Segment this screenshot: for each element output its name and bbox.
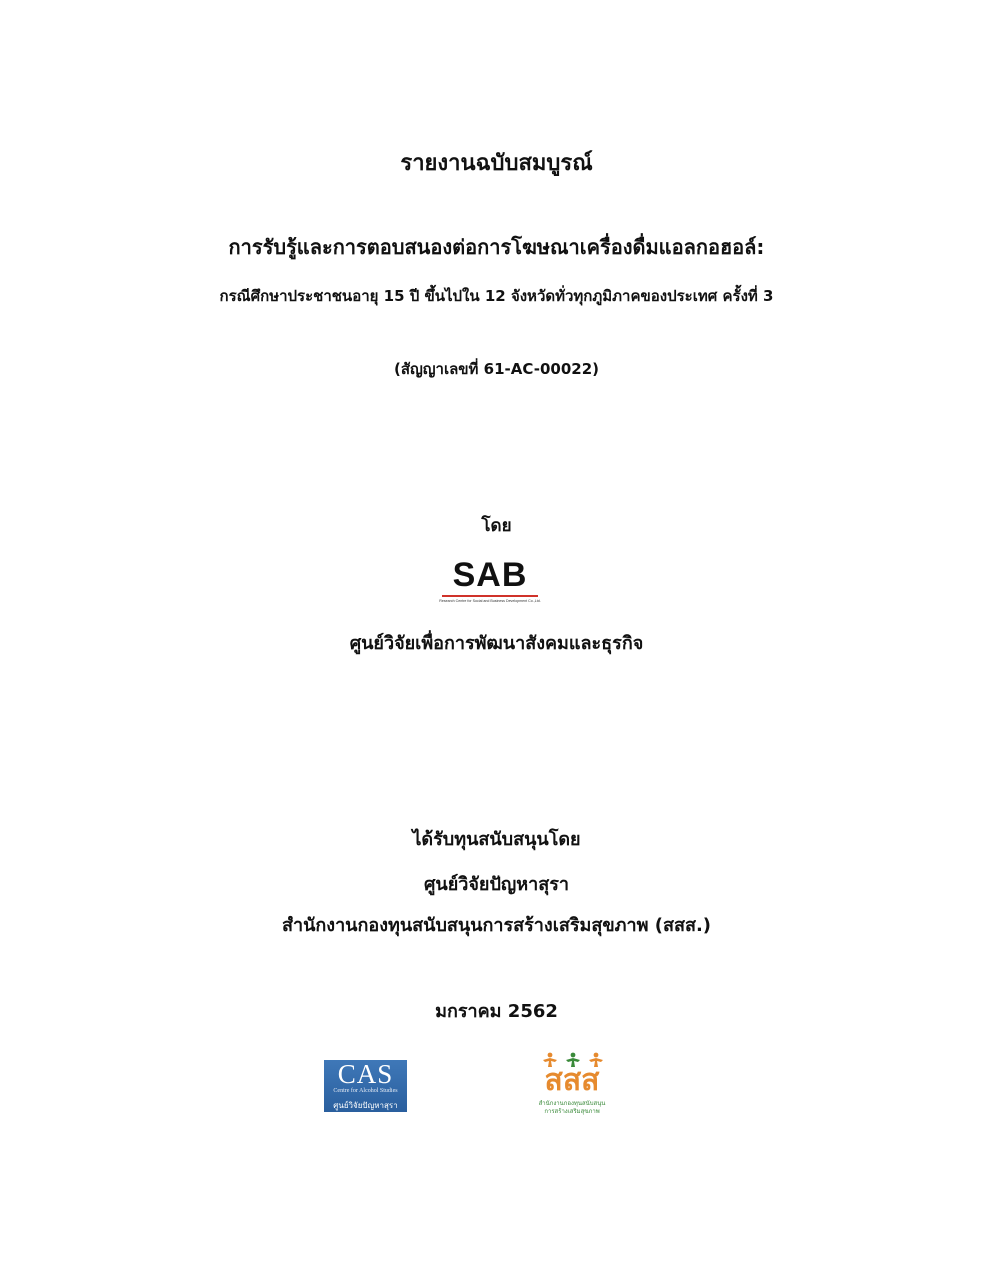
contract-number: (สัญญาเลขที่ 61-AC-00022) bbox=[393, 360, 599, 378]
funder-cas: ศูนย์วิจัยปัญหาสุรา bbox=[424, 874, 569, 895]
thaihealth-logo-org-line2: การสร้างเสริมสุขภาพ bbox=[544, 1108, 600, 1115]
report-title: การรับรู้และการตอบสนองต่อการโฆษณาเครื่องดื่มแอลกอฮอล์: bbox=[228, 235, 765, 259]
cas-logo-thai: ศูนย์วิจัยปัญหาสุรา bbox=[333, 1101, 398, 1110]
funder-thaihealth: สำนักงานกองทุนสนับสนุนการสร้างเสริมสุขภาพ (สสส.) bbox=[281, 915, 712, 936]
report-date: มกราคม 2562 bbox=[435, 1001, 558, 1022]
cas-logo bbox=[324, 1060, 407, 1112]
by-label: โดย bbox=[481, 516, 512, 536]
sab-logo bbox=[428, 558, 552, 608]
sab-logo-tagline: Research Centre for Social and Business Development Co.,Ltd. bbox=[439, 599, 541, 603]
funded-by-label: ได้รับทุนสนับสนุนโดย bbox=[412, 829, 581, 850]
report-type: รายงานฉบับสมบูรณ์ bbox=[400, 151, 593, 176]
thaihealth-logo bbox=[530, 1052, 614, 1122]
thaihealth-logo-letters: สสส bbox=[544, 1063, 600, 1098]
cas-logo-letters: CAS bbox=[337, 1060, 394, 1089]
cas-logo-english: Centre for Alcohol Studies bbox=[333, 1088, 398, 1094]
sab-logo-text: SAB bbox=[452, 556, 528, 594]
research-center-name: ศูนย์วิจัยเพื่อการพัฒนาสังคมและธุรกิจ bbox=[349, 633, 644, 654]
sab-logo-underline bbox=[442, 595, 538, 597]
thaihealth-logo-org-line1: สำนักงานกองทุนสนับสนุน bbox=[538, 1100, 606, 1107]
report-subtitle: กรณีศึกษาประชาชนอายุ 15 ปี ขึ้นไปใน 12 จังหวัดทั่วทุกภูมิภาคของประเทศ ครั้งที่ 3 bbox=[219, 287, 774, 305]
